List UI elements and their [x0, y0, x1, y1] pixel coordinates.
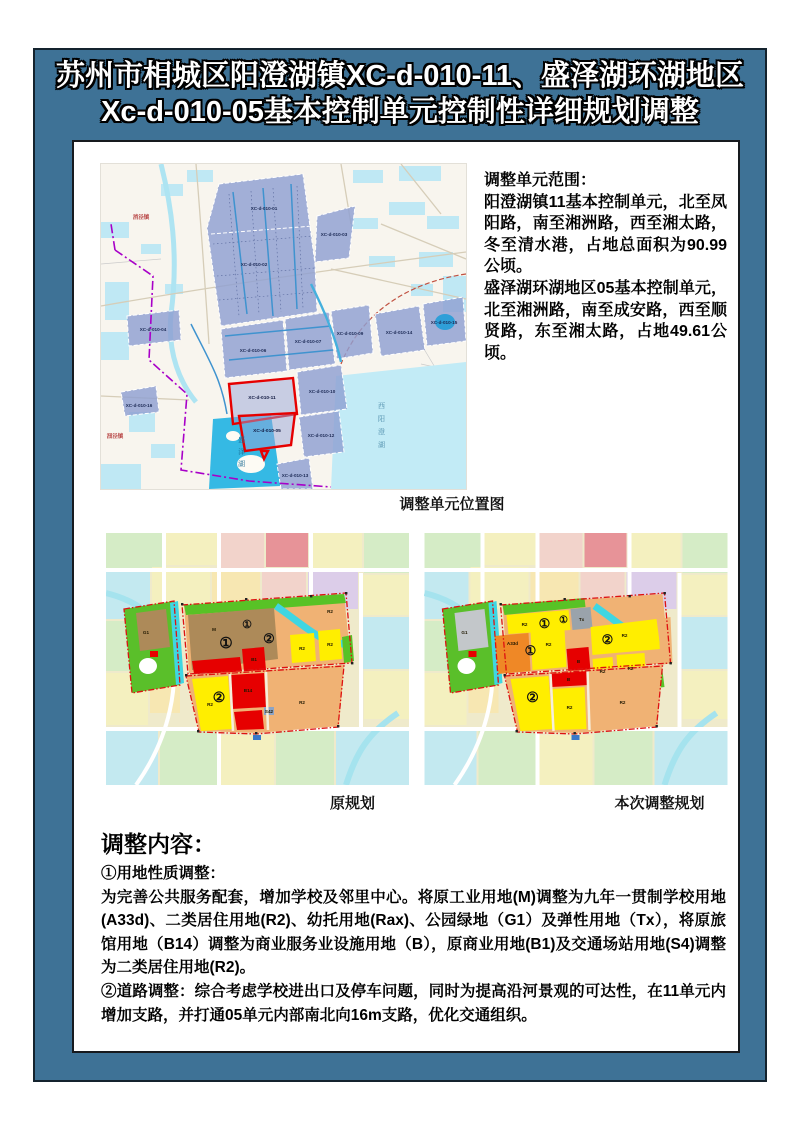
content-item1-body: 为完善公共服务配套，增加学校及邻里中心。将原工业用地(M)调整为九年一贯制学校用地(A33d)、二类居住用地(R2)、幼托用地(Rax)、公园绿地（G1）及弹性用地（Tx），将原旅馆用地（B14）调整为商业服务业设施用地（B），原商业用地(B1)及交通场站用地(S4)调整为二类居住用地(R2)。	[101, 888, 726, 977]
landuse-code: R2	[621, 633, 628, 638]
location-map	[100, 163, 467, 490]
unit-label: XC-d-010-16	[125, 403, 153, 408]
landuse-code: R2	[619, 700, 626, 705]
content-heading: 调整内容：	[101, 831, 216, 857]
highlight-unit-label-05: XC-d-010-05	[253, 429, 281, 434]
marker-1: ①	[559, 615, 568, 626]
landuse-code: R2	[327, 609, 333, 614]
unit-label: XC-d-010-10	[308, 389, 336, 394]
scope-section	[484, 170, 727, 364]
unit-label: XC-d-010-03	[320, 232, 348, 237]
landuse-code: R2	[599, 669, 606, 674]
lake-label-shengze: 盛泽湖	[237, 436, 245, 472]
content-body	[101, 862, 726, 1027]
town-label: 沺泾镇	[106, 434, 124, 440]
content-item1-title: ①用地性质调整：	[101, 865, 226, 882]
landuse-code: R2	[299, 700, 305, 705]
landuse-code: R2	[327, 642, 333, 647]
marker-2: ②	[263, 631, 275, 646]
lake-west-yangcheng	[331, 362, 466, 489]
marker-2: ②	[526, 689, 539, 705]
unit-label: XC-d-010-04	[139, 327, 167, 332]
marker-2: ②	[601, 632, 614, 647]
lake-label-xiyangcheng: 西阳澄湖	[377, 402, 385, 454]
marker-2: ②	[212, 689, 226, 705]
content-card	[72, 140, 740, 1053]
content-item2-body: ②道路调整：综合考虑学校进出口及停车问题，同时为提高沿河景观的可达性，在11单元内增加支路，并打通05单元内部南北向16m支路，优化交通组织。	[101, 982, 726, 1024]
original-plan-map	[106, 533, 409, 785]
landuse-code: B1	[251, 657, 257, 662]
landuse-code: R2	[521, 622, 528, 627]
landuse-code: A33d	[506, 641, 519, 646]
landuse-code: R2	[566, 705, 573, 710]
scope-paragraph-2: 盛泽湖环湖地区05基本控制单元，北至湘洲路，南至成安路，西至顺贤路，东至湘太路，占地49.61公顷。	[484, 279, 727, 362]
unit-label: XC-d-010-02	[240, 262, 268, 267]
landuse-code: Tx	[578, 617, 585, 622]
marker-1: ①	[219, 635, 233, 652]
adjusted-plan-map	[424, 533, 728, 785]
landuse-code: B14	[243, 688, 253, 693]
page-title-line2: Xc-d-010-05基本控制单元控制性详细规划调整	[101, 96, 699, 128]
unit-label: XC-d-010-09	[336, 331, 364, 336]
scope-paragraph-1: 阳澄湖镇11基本控制单元，北至凤阳路，南至湘洲路，西至湘太路，冬至清水港，占地总面积为90.99公顷。	[484, 193, 727, 276]
adjusted-plan-caption: 本次调整规划	[614, 795, 705, 812]
landuse-code: R2	[207, 702, 213, 707]
unit-label: XC-d-010-14	[385, 330, 413, 335]
marker-1: ①	[524, 643, 537, 658]
landuse-code: R2	[299, 646, 305, 651]
landuse-code: R2	[627, 666, 634, 671]
location-map-caption: 调整单元位置图	[399, 496, 505, 513]
landuse-code: B	[576, 659, 581, 664]
town-label: 消泾镇	[132, 215, 150, 221]
landuse-code: R2	[545, 642, 552, 647]
page-title-line1: 苏州市相城区阳澄湖镇XC-d-010-11、盛泽湖环湖地区	[55, 60, 744, 92]
marker-1: ①	[538, 616, 551, 631]
page-title	[35, 58, 765, 130]
unit-label: XC-d-010-15	[430, 320, 458, 325]
landuse-code: G1	[461, 630, 468, 635]
marker-1: ①	[242, 619, 252, 631]
unit-label: XC-d-010-07	[294, 339, 322, 344]
blue-panel	[33, 48, 767, 1082]
highlight-unit-label-11: XC-d-010-11	[248, 396, 276, 401]
landuse-code: G1	[142, 630, 150, 635]
landuse-code: M	[212, 627, 216, 632]
landuse-code: S42	[264, 709, 274, 714]
unit-label: XC-d-010-12	[307, 433, 335, 438]
original-plan-caption: 原规划	[329, 795, 375, 812]
unit-label: XC-d-010-06	[239, 348, 267, 353]
unit-label: XC-d-010-13	[281, 473, 309, 478]
scope-heading: 调整单元范围：	[484, 172, 597, 189]
landuse-code: B	[566, 677, 571, 682]
unit-label: XC-d-010-01	[250, 206, 278, 211]
